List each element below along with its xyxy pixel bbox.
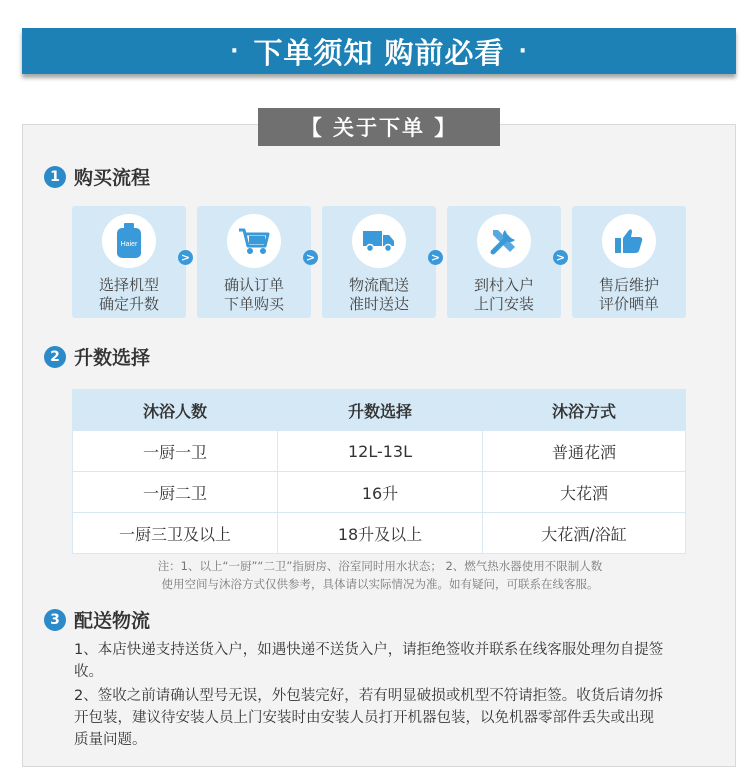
table-cell: 18升及以上 — [278, 513, 483, 554]
step-sublabel: 准时送达 — [348, 295, 409, 313]
truck-icon — [352, 214, 406, 268]
delivery-paragraph-2: 2、签收之前请确认型号无误，外包装完好，若有明显破损或机型不符请拒签。收货后请勿拆开包装，建议待安装人员上门安装时由安装人员打开机器包装，以免机器零部件丢失或出现质量问题。 — [74, 688, 664, 748]
step-select-model — [72, 206, 186, 318]
banner-title: 下单须知 购前必看 — [253, 35, 505, 70]
step-sublabel: 确定升数 — [98, 295, 159, 313]
section-title: 购买流程 — [74, 167, 151, 189]
section-number: 1 — [44, 166, 66, 188]
table-cell: 12L-13L — [278, 431, 483, 472]
thumbs-up-icon — [602, 214, 656, 268]
table-note-line2: 使用空间与沐浴方式仅供参考，具体请以实际情况为准。如有疑问，可联系在线客服。 — [161, 577, 599, 591]
table-cell: 大花洒/浴缸 — [483, 513, 686, 554]
table-cell: 一厨一卫 — [73, 431, 278, 472]
cart-icon — [227, 214, 281, 268]
arrow-icon: > — [303, 250, 318, 265]
water-heater-icon — [102, 214, 156, 268]
table-note-line1: 注：1、以上“一厨”“二卫”指厨房、浴室同时用水状态； 2、燃气热水器使用不限制人数 — [157, 559, 603, 573]
table-row — [73, 513, 686, 554]
banner-dot-left: · — [230, 38, 240, 64]
table-cell: 一厨三卫及以上 — [73, 513, 278, 554]
step-after-sales — [572, 206, 686, 318]
section-number: 2 — [44, 346, 66, 368]
step-sublabel: 下单购买 — [223, 295, 284, 313]
table-header-row — [73, 390, 686, 431]
table-cell: 大花洒 — [483, 472, 686, 513]
delivery-paragraph-1: 1、本店快递支持送货入户，如遇快递不送货入户，请拒绝签收并联系在线客服处理勿自提签收。 — [74, 642, 664, 680]
table-row — [73, 472, 686, 513]
step-delivery — [322, 206, 436, 318]
section-heading-purchase — [44, 163, 150, 190]
capacity-table — [72, 389, 686, 554]
table-cell: 普通花洒 — [483, 431, 686, 472]
section-heading-delivery — [44, 606, 150, 633]
step-label: 确认订单 — [223, 276, 284, 294]
step-label: 物流配送 — [348, 276, 409, 294]
table-header: 沐浴人数 — [73, 390, 278, 431]
step-label: 选择机型 — [98, 276, 159, 294]
arrow-icon: > — [178, 250, 193, 265]
tools-icon — [477, 214, 531, 268]
step-sublabel: 评价晒单 — [598, 295, 659, 313]
arrow-icon: > — [553, 250, 568, 265]
section-title: 配送物流 — [74, 610, 151, 632]
purchase-steps — [72, 206, 686, 318]
table-header: 升数选择 — [278, 390, 483, 431]
step-installation — [447, 206, 561, 318]
table-header: 沐浴方式 — [483, 390, 686, 431]
section-number: 3 — [44, 609, 66, 631]
banner-dot-right: · — [518, 38, 528, 64]
table-cell: 16升 — [278, 472, 483, 513]
header-banner — [22, 28, 736, 74]
table-cell: 一厨二卫 — [73, 472, 278, 513]
step-label: 到村入户 — [473, 276, 534, 294]
step-confirm-order — [197, 206, 311, 318]
section-title: 升数选择 — [74, 347, 151, 369]
section-label: 【 关于下单 】 — [258, 108, 500, 146]
section-heading-capacity — [44, 343, 150, 370]
table-row — [73, 431, 686, 472]
step-sublabel: 上门安装 — [473, 295, 534, 313]
brand-text: Haier — [120, 241, 138, 248]
step-label: 售后维护 — [598, 276, 659, 294]
arrow-icon: > — [428, 250, 443, 265]
